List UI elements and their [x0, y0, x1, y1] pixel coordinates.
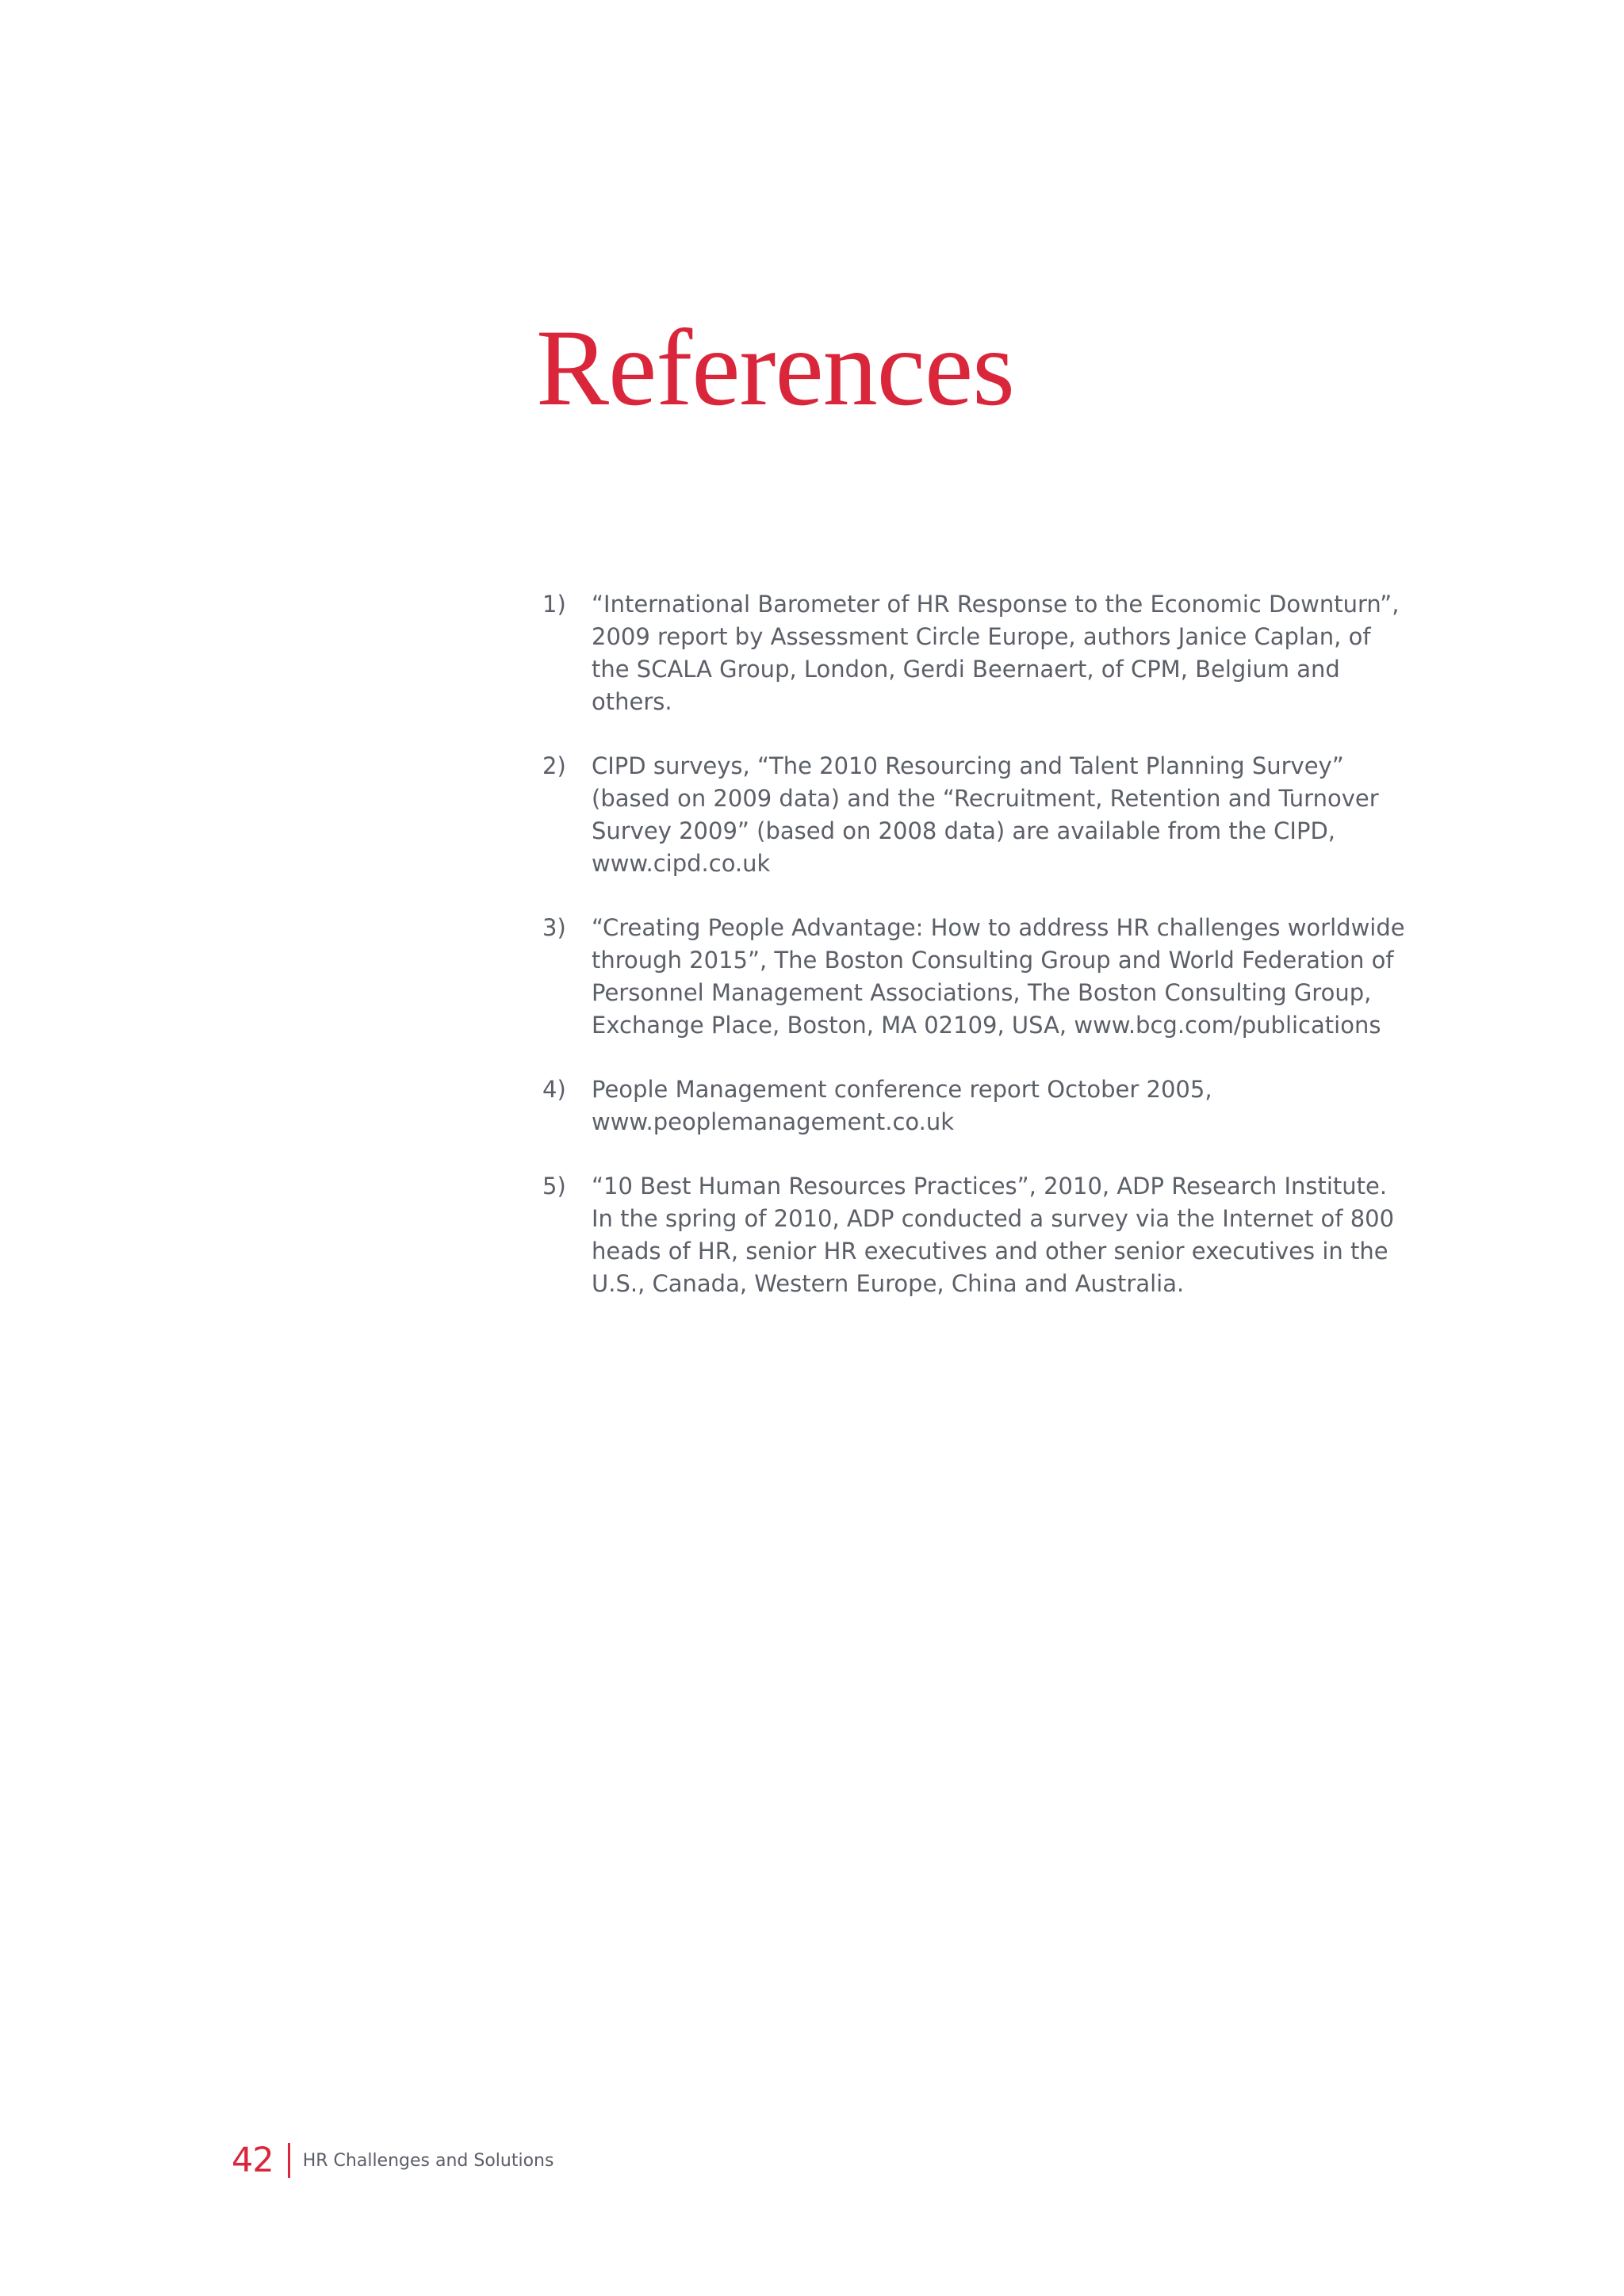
- page-footer: [232, 2142, 553, 2179]
- reference-number: 4): [542, 1076, 566, 1103]
- footer-divider: [288, 2143, 290, 2178]
- reference-number: 2): [542, 752, 566, 779]
- reference-text: CIPD surveys, “The 2010 Resourcing and Talent Planning Survey” (based on 2009 data) and the “Recruitment, Retention and Turnover Survey 2009” (based on 2008 data) are available from the CIPD, www.cipd.co.uk: [592, 752, 1379, 877]
- reference-item-4: [542, 1073, 1407, 1138]
- page-number: 42: [232, 2140, 274, 2180]
- reference-text: People Management conference report October 2005, www.peoplemanagement.co.uk: [592, 1076, 1212, 1135]
- reference-text: “10 Best Human Resources Practices”, 2010, ADP Research Institute. In the spring of 2010, ADP conducted a survey via the Internet of 800 heads of HR, senior HR executives and other senior executives in the U.S., Canada, Western Europe, China and Australia.: [592, 1173, 1395, 1297]
- reference-item-2: [542, 750, 1407, 880]
- reference-text: “International Barometer of HR Response to the Economic Downturn”, 2009 report by Assessment Circle Europe, authors Janice Caplan, of the SCALA Group, London, Gerdi Beernaert, of CPM, Belgium and others.: [592, 591, 1400, 715]
- reference-item-5: [542, 1170, 1407, 1300]
- reference-number: 3): [542, 914, 566, 941]
- reference-number: 5): [542, 1173, 566, 1200]
- reference-item-1: [542, 588, 1407, 718]
- reference-text: “Creating People Advantage: How to address HR challenges worldwide through 2015”, The Boston Consulting Group and World Federation of Personnel Management Associations, The Boston Consulting Group, Exchange Place, Boston, MA 02109, USA, www.bcg.com/publications: [592, 914, 1405, 1039]
- references-list: [542, 588, 1407, 1332]
- page-title: References: [536, 307, 1014, 428]
- reference-item-3: [542, 912, 1407, 1042]
- publication-title: HR Challenges and Solutions: [302, 2151, 554, 2171]
- reference-number: 1): [542, 591, 566, 618]
